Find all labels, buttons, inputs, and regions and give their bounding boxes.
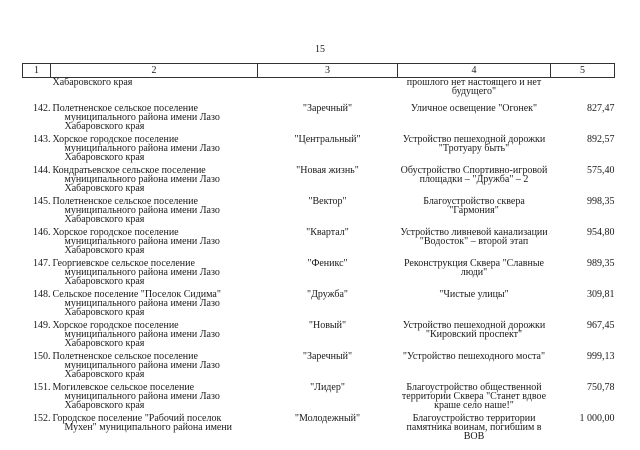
amount: 967,45 xyxy=(587,320,615,331)
team-name: "Феникс" xyxy=(307,258,348,269)
amount: 1 000,00 xyxy=(579,413,615,424)
team-name: "Вектор" xyxy=(308,196,347,207)
settlement-name: Полетненское сельское поселение муниципального района имени Лазо Хабаровского края xyxy=(52,103,220,132)
row-number: 147. xyxy=(33,258,51,269)
project-name: Благоустройство общественной территории Сквера "Станет вдвое краше село наше!" xyxy=(401,382,547,411)
project-name: Обустройство Спортивно-игровой площадки – "Дружба" – 2 xyxy=(400,165,548,185)
settlement-name: Полетненское сельское поселение муниципального района имени Лазо Хабаровского края xyxy=(52,351,220,380)
project-name: прошлого нет настоящего и нет будущего" xyxy=(406,77,542,97)
amount: 309,81 xyxy=(587,289,615,300)
amount: 892,57 xyxy=(587,134,615,145)
team-name: "Новая жизнь" xyxy=(296,165,359,176)
page-number: 15 xyxy=(315,44,325,55)
table-row xyxy=(23,103,615,134)
settlement-name: Хорское городское поселение муниципального района имени Лазо Хабаровского края xyxy=(52,320,220,349)
amount: 827,47 xyxy=(587,103,615,114)
amount: 998,35 xyxy=(587,196,615,207)
project-name: Устройство ливневой канализации "Водосток" – второй этап xyxy=(400,227,548,247)
row-number: 146. xyxy=(33,227,51,238)
settlement-name: Хорское городское поселение муниципального района имени Лазо Хабаровского края xyxy=(52,227,220,256)
table-row xyxy=(23,413,615,442)
settlement-name: Могилевское сельское поселение муниципального района имени Лазо Хабаровского края xyxy=(52,382,220,411)
column-header: 3 xyxy=(258,64,398,78)
column-header: 1 xyxy=(23,64,51,78)
table-row xyxy=(23,258,615,289)
table-row xyxy=(23,320,615,351)
team-name: "Новый" xyxy=(308,320,347,331)
team-name: "Заречный" xyxy=(302,103,353,114)
settlement-name: Городское поселение "Рабочий поселок Мухен" муниципального района имени xyxy=(52,413,233,433)
row-number: 152. xyxy=(33,413,51,424)
team-name: "Квартал" xyxy=(306,227,349,238)
row-number: 142. xyxy=(33,103,51,114)
project-name: "Устройство пешеходного моста" xyxy=(402,351,546,362)
settlement-name: Полетненское сельское поселение муниципального района имени Лазо Хабаровского края xyxy=(52,196,220,225)
project-name: Благоустройство сквера "Гармония" xyxy=(423,196,525,216)
project-name: Реконструкция Сквера "Славные люди" xyxy=(403,258,544,278)
column-header: 5 xyxy=(551,64,615,78)
row-number: 145. xyxy=(33,196,51,207)
row-number: 143. xyxy=(33,134,51,145)
team-name: "Лидер" xyxy=(310,382,345,393)
table-row xyxy=(23,134,615,165)
table-row xyxy=(23,351,615,382)
continuation-row xyxy=(23,78,615,104)
table-row xyxy=(23,289,615,320)
table-header-row xyxy=(23,64,615,78)
settlement-name: Георгиевское сельское поселение муниципального района имени Лазо Хабаровского края xyxy=(52,258,220,287)
row-number: 144. xyxy=(33,165,51,176)
table-row xyxy=(23,382,615,413)
settlement-name: Хорское городское поселение муниципального района имени Лазо Хабаровского края xyxy=(52,134,220,163)
table-row xyxy=(23,196,615,227)
settlement-name: Хабаровского края xyxy=(52,77,133,88)
team-name: "Дружба" xyxy=(306,289,349,300)
row-number: 148. xyxy=(33,289,51,300)
row-number: 149. xyxy=(33,320,51,331)
row-number: 151. xyxy=(33,382,51,393)
column-header: 4 xyxy=(398,64,551,78)
settlement-name: Сельское поселение "Поселок Сидима" муниципального района имени Лазо Хабаровского края xyxy=(52,289,221,318)
table-row xyxy=(23,165,615,196)
project-name: Уличное освещение "Огонек" xyxy=(410,103,538,114)
amount: 750,78 xyxy=(587,382,615,393)
team-name: "Молодежный" xyxy=(294,413,361,424)
column-header: 2 xyxy=(51,64,258,78)
project-name: Устройство пешеходной дорожки "Кировский проспект" xyxy=(402,320,546,340)
projects-table xyxy=(22,63,615,442)
settlement-name: Кондратьевское сельское поселение муниципального района имени Лазо Хабаровского края xyxy=(52,165,220,194)
amount: 999,13 xyxy=(587,351,615,362)
project-name: Благоустройство территории памятника воинам, погибшим в ВОВ xyxy=(406,413,542,442)
project-name: "Чистые улицы" xyxy=(439,289,509,300)
row-number: 150. xyxy=(33,351,51,362)
team-name: "Заречный" xyxy=(302,351,353,362)
amount: 575,40 xyxy=(587,165,615,176)
table-row xyxy=(23,227,615,258)
amount: 954,80 xyxy=(587,227,615,238)
team-name: "Центральный" xyxy=(294,134,361,145)
project-name: Устройство пешеходной дорожки "Тротуару быть" xyxy=(402,134,546,154)
amount: 989,35 xyxy=(587,258,615,269)
